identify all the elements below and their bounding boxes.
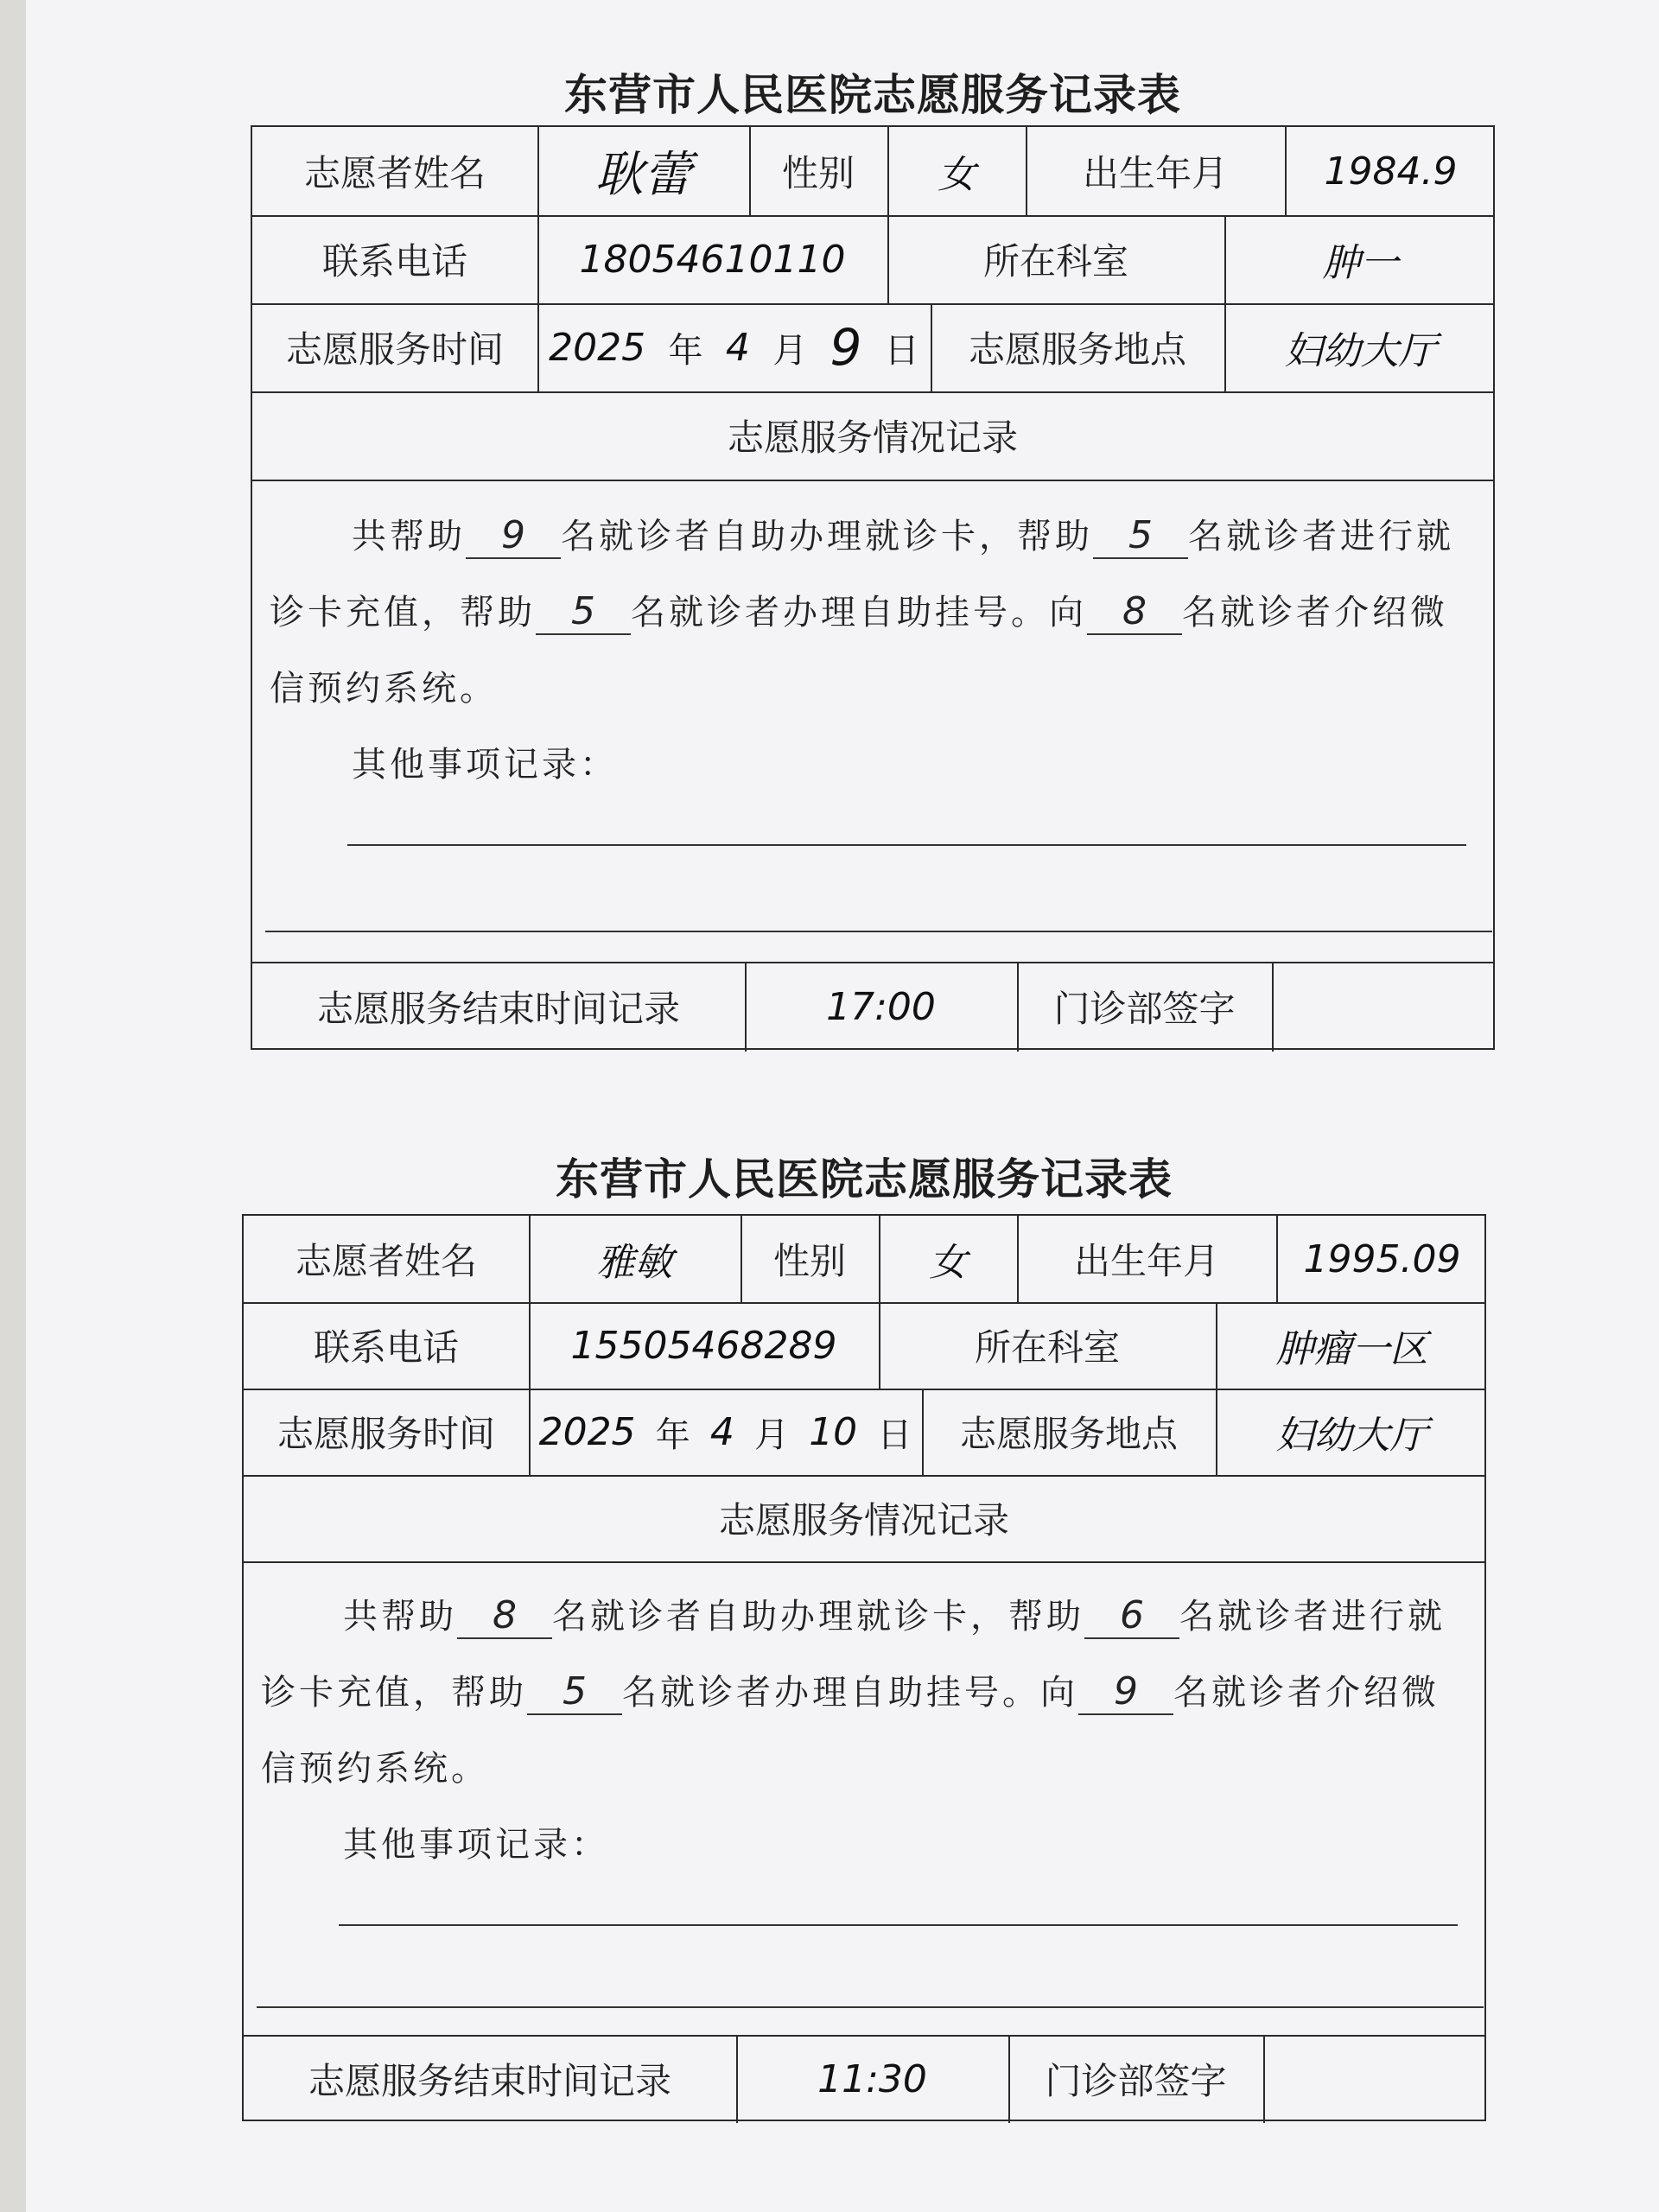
month-label: 月 [754,1414,790,1455]
birth-label: 出生年月 [1073,1240,1219,1282]
form-table [242,1214,1486,2121]
service-day-value[interactable]: 10 [809,1409,858,1454]
service-date [537,303,931,391]
signature-value[interactable] [1272,962,1495,1052]
other-items-label: 其他事项记录： [343,1825,609,1865]
year-label: 年 [668,330,703,371]
name-label: 志愿者姓名 [295,1240,477,1282]
service-place-value[interactable]: 妇幼大厅 [1275,1414,1428,1458]
name-value[interactable]: 耿蕾 [594,147,692,203]
dept-value[interactable]: 肿瘤一区 [1275,1327,1428,1371]
form-title: 东营市人民医院志愿服务记录表 [564,69,1181,120]
gender-value[interactable]: 女 [929,1241,967,1285]
name-label: 志愿者姓名 [303,152,486,194]
service-year-value[interactable]: 2025 [549,325,646,370]
register-count-blank[interactable]: 5 [527,1670,622,1715]
form-title: 东营市人民医院志愿服务记录表 [556,1154,1173,1205]
other-items-line-2[interactable] [257,2006,1484,2008]
record-paragraph: 共帮助 8 名就诊者自助办理就诊卡，帮助 6 名就诊者进行就 诊卡充值，帮助 5 名就诊者办理自助挂号。向 9 名就诊者介绍微 信预约系统。 其他事项记录： [261,1579,1471,1883]
other-items-line-1[interactable] [339,1924,1458,1926]
phone-value[interactable]: 15505468289 [570,1323,837,1368]
other-items-line-1[interactable] [347,844,1466,846]
service-day-value[interactable]: 9 [830,318,862,377]
service-year-value[interactable]: 2025 [538,1409,636,1454]
service-date [529,1389,922,1475]
signature-label: 门诊部签字 [1045,2060,1227,2102]
paper-sheet [26,0,1659,2212]
wechat-count-blank[interactable]: 8 [1087,590,1182,635]
service-place-label: 志愿服务地点 [959,1413,1178,1455]
dept-label: 所在科室 [982,240,1128,283]
gender-label: 性别 [772,1240,846,1282]
month-label: 月 [772,330,808,371]
end-time-value[interactable]: 11:30 [817,2056,927,2101]
service-time-label: 志愿服务时间 [276,1413,495,1455]
end-time-label: 志愿服务结束时间记录 [316,988,680,1030]
end-time-value[interactable]: 17:00 [826,984,936,1029]
service-place-value[interactable]: 妇幼大厅 [1284,329,1437,373]
other-items-label: 其他事项记录： [352,745,618,785]
volunteer-form-2 [225,1136,1503,2139]
record-heading: 志愿服务情况记录 [718,1499,1009,1541]
end-time-label: 志愿服务结束时间记录 [308,2060,671,2102]
gender-value[interactable]: 女 [938,153,976,197]
day-label: 日 [884,330,919,371]
service-month-value[interactable]: 4 [709,1409,734,1454]
volunteer-form-1 [233,52,1512,1054]
recharge-count-blank[interactable]: 5 [1093,514,1188,559]
recharge-count-blank[interactable]: 6 [1084,1594,1179,1639]
signature-label: 门诊部签字 [1053,988,1236,1030]
signature-value[interactable] [1263,2035,1486,2123]
card-count-blank[interactable]: 8 [457,1594,552,1639]
birth-value[interactable]: 1984.9 [1324,149,1458,194]
birth-label: 出生年月 [1082,152,1228,194]
service-place-label: 志愿服务地点 [968,328,1186,371]
year-label: 年 [655,1414,690,1455]
phone-label: 联系电话 [321,240,467,283]
gender-label: 性别 [781,152,855,194]
form-table [251,125,1495,1050]
name-value[interactable]: 雅敏 [596,1241,673,1285]
birth-value[interactable]: 1995.09 [1303,1236,1461,1281]
service-month-value[interactable]: 4 [725,325,750,370]
dept-value[interactable]: 肿一 [1322,241,1399,285]
service-time-label: 志愿服务时间 [285,328,504,371]
dept-label: 所在科室 [974,1326,1120,1369]
register-count-blank[interactable]: 5 [536,590,631,635]
phone-value[interactable]: 18054610110 [579,237,846,282]
phone-label: 联系电话 [313,1326,459,1369]
card-count-blank[interactable]: 9 [466,514,561,559]
record-paragraph: 共帮助 9 名就诊者自助办理就诊卡，帮助 5 名就诊者进行就 诊卡充值，帮助 5 名就诊者办理自助挂号。向 8 名就诊者介绍微 信预约系统。 其他事项记录： [270,499,1479,803]
other-items-line-2[interactable] [265,931,1492,932]
wechat-count-blank[interactable]: 9 [1078,1670,1173,1715]
day-label: 日 [877,1414,912,1455]
record-heading: 志愿服务情况记录 [727,416,1018,459]
